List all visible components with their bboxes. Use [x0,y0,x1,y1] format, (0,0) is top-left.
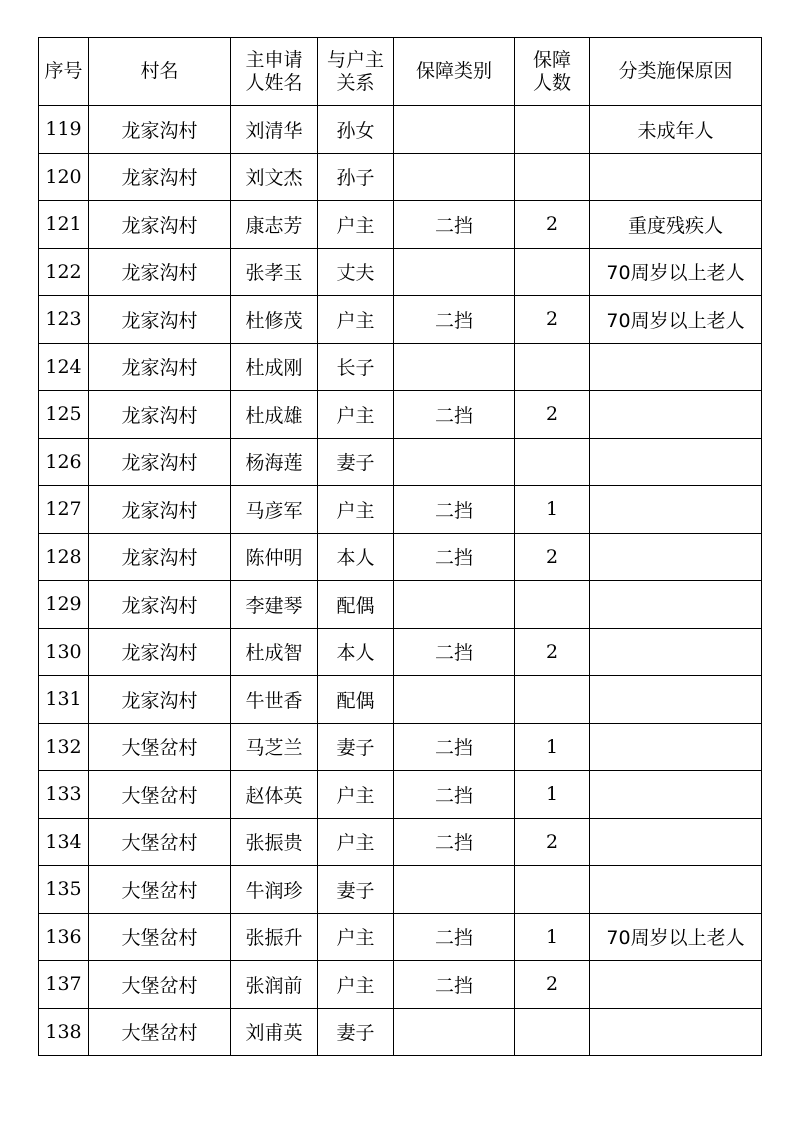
cell-name: 陈仲明 [231,533,318,581]
cell-relation: 户主 [318,913,394,961]
cell-reason [590,771,762,819]
cell-category [394,106,515,154]
cell-seq: 129 [39,581,89,629]
table-row [39,581,762,629]
cell-relation: 孙子 [318,153,394,201]
cell-village: 龙家沟村 [89,486,231,534]
cell-village: 龙家沟村 [89,438,231,486]
cell-village: 龙家沟村 [89,391,231,439]
cell-reason [590,343,762,391]
table-row [39,106,762,154]
cell-category [394,343,515,391]
cell-relation: 配偶 [318,581,394,629]
cell-relation: 妻子 [318,1008,394,1056]
header-row [39,38,762,106]
cell-village: 大堡岔村 [89,866,231,914]
cell-count [515,248,590,296]
table-row [39,533,762,581]
header-applicant-label: 主申请人姓名 [245,48,303,94]
header-village: 村名 [89,38,231,106]
cell-relation: 户主 [318,391,394,439]
header-count [515,38,590,106]
cell-village: 大堡岔村 [89,723,231,771]
table-row [39,866,762,914]
cell-reason [590,533,762,581]
cell-category: 二挡 [394,296,515,344]
cell-count [515,1008,590,1056]
cell-seq: 124 [39,343,89,391]
cell-reason [590,581,762,629]
cell-reason [590,438,762,486]
cell-seq: 123 [39,296,89,344]
cell-reason [590,723,762,771]
cell-seq: 125 [39,391,89,439]
cell-relation: 户主 [318,961,394,1009]
cell-count: 2 [515,628,590,676]
cell-name: 李建琴 [231,581,318,629]
cell-seq: 135 [39,866,89,914]
cell-count: 2 [515,201,590,249]
cell-relation: 户主 [318,771,394,819]
cell-relation: 户主 [318,201,394,249]
cell-village: 大堡岔村 [89,1008,231,1056]
cell-village: 龙家沟村 [89,296,231,344]
assistance-roster-table [38,37,762,1056]
cell-seq: 128 [39,533,89,581]
table-row [39,723,762,771]
table-row [39,961,762,1009]
cell-reason [590,153,762,201]
cell-category: 二挡 [394,486,515,534]
cell-seq: 131 [39,676,89,724]
cell-village: 龙家沟村 [89,581,231,629]
cell-name: 张润前 [231,961,318,1009]
cell-name: 杨海莲 [231,438,318,486]
cell-seq: 136 [39,913,89,961]
cell-relation: 户主 [318,486,394,534]
cell-name: 牛润珍 [231,866,318,914]
header-reason: 分类施保原因 [590,38,762,106]
cell-seq: 137 [39,961,89,1009]
cell-category: 二挡 [394,818,515,866]
cell-category [394,248,515,296]
cell-village: 龙家沟村 [89,676,231,724]
cell-name: 杜成智 [231,628,318,676]
cell-name: 牛世香 [231,676,318,724]
cell-relation: 孙女 [318,106,394,154]
cell-category [394,153,515,201]
cell-category [394,1008,515,1056]
cell-category [394,438,515,486]
header-count-label: 保障人数 [532,48,571,94]
table-row [39,676,762,724]
cell-category: 二挡 [394,771,515,819]
cell-category [394,676,515,724]
table-row [39,438,762,486]
cell-count [515,343,590,391]
cell-relation: 配偶 [318,676,394,724]
cell-name: 赵体英 [231,771,318,819]
cell-count [515,106,590,154]
cell-name: 张孝玉 [231,248,318,296]
cell-category [394,581,515,629]
cell-category: 二挡 [394,628,515,676]
table-row [39,343,762,391]
cell-relation: 户主 [318,296,394,344]
cell-reason [590,391,762,439]
cell-reason [590,676,762,724]
cell-reason: 70周岁以上老人 [590,248,762,296]
cell-count: 1 [515,723,590,771]
header-category: 保障类别 [394,38,515,106]
cell-category: 二挡 [394,913,515,961]
cell-count [515,866,590,914]
cell-name: 刘清华 [231,106,318,154]
cell-category: 二挡 [394,723,515,771]
cell-count: 1 [515,771,590,819]
cell-reason [590,818,762,866]
cell-reason [590,866,762,914]
cell-count: 2 [515,391,590,439]
table-row [39,771,762,819]
table-row [39,201,762,249]
header-relation-label: 与户主关系 [326,48,384,94]
cell-count [515,438,590,486]
cell-name: 张振贵 [231,818,318,866]
cell-seq: 119 [39,106,89,154]
table-row [39,248,762,296]
cell-name: 刘文杰 [231,153,318,201]
cell-name: 马彦军 [231,486,318,534]
cell-relation: 妻子 [318,723,394,771]
cell-count: 2 [515,533,590,581]
cell-village: 龙家沟村 [89,343,231,391]
cell-name: 杜成刚 [231,343,318,391]
header-applicant [231,38,318,106]
cell-village: 龙家沟村 [89,533,231,581]
cell-category: 二挡 [394,391,515,439]
cell-village: 大堡岔村 [89,913,231,961]
cell-count [515,581,590,629]
cell-relation: 妻子 [318,438,394,486]
table-row [39,818,762,866]
table-row [39,153,762,201]
cell-count: 1 [515,913,590,961]
cell-seq: 132 [39,723,89,771]
cell-count: 2 [515,818,590,866]
cell-count [515,153,590,201]
cell-count: 1 [515,486,590,534]
cell-village: 大堡岔村 [89,961,231,1009]
cell-relation: 本人 [318,533,394,581]
table-row [39,913,762,961]
cell-seq: 133 [39,771,89,819]
cell-category: 二挡 [394,533,515,581]
cell-count: 2 [515,961,590,1009]
header-relation [318,38,394,106]
header-seq: 序号 [39,38,89,106]
cell-seq: 134 [39,818,89,866]
cell-name: 杜成雄 [231,391,318,439]
cell-seq: 126 [39,438,89,486]
table-row [39,628,762,676]
cell-name: 张振升 [231,913,318,961]
cell-village: 大堡岔村 [89,771,231,819]
cell-village: 龙家沟村 [89,628,231,676]
cell-count [515,676,590,724]
cell-village: 龙家沟村 [89,153,231,201]
cell-seq: 130 [39,628,89,676]
cell-count: 2 [515,296,590,344]
table-row [39,296,762,344]
cell-relation: 妻子 [318,866,394,914]
cell-village: 龙家沟村 [89,106,231,154]
table-row [39,391,762,439]
cell-category: 二挡 [394,201,515,249]
cell-relation: 户主 [318,818,394,866]
table-row [39,486,762,534]
cell-category: 二挡 [394,961,515,1009]
table-row [39,1008,762,1056]
cell-category [394,866,515,914]
cell-seq: 122 [39,248,89,296]
cell-reason: 70周岁以上老人 [590,913,762,961]
cell-reason [590,1008,762,1056]
cell-reason: 重度残疾人 [590,201,762,249]
cell-name: 康志芳 [231,201,318,249]
cell-reason: 70周岁以上老人 [590,296,762,344]
cell-seq: 138 [39,1008,89,1056]
cell-reason [590,486,762,534]
cell-reason [590,961,762,1009]
cell-name: 刘甫英 [231,1008,318,1056]
cell-name: 杜修茂 [231,296,318,344]
cell-reason: 未成年人 [590,106,762,154]
cell-seq: 120 [39,153,89,201]
cell-seq: 127 [39,486,89,534]
cell-reason [590,628,762,676]
table-body [39,106,762,1056]
cell-village: 龙家沟村 [89,248,231,296]
cell-relation: 长子 [318,343,394,391]
cell-relation: 丈夫 [318,248,394,296]
cell-village: 龙家沟村 [89,201,231,249]
cell-relation: 本人 [318,628,394,676]
cell-name: 马芝兰 [231,723,318,771]
cell-village: 大堡岔村 [89,818,231,866]
cell-seq: 121 [39,201,89,249]
